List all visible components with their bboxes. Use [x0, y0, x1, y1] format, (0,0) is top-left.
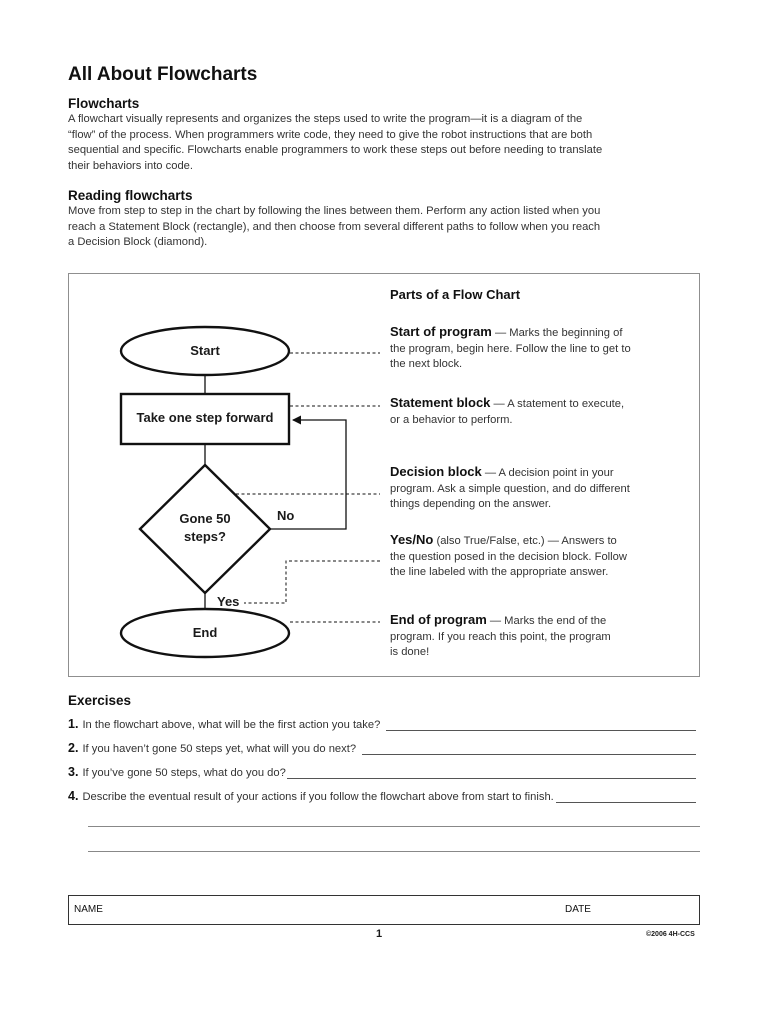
exercise-question: If you’ve gone 50 steps, what do you do? [82, 767, 286, 779]
name-label: NAME [74, 904, 103, 915]
answer-line[interactable] [88, 851, 700, 852]
part-line: the program, begin here. Follow the line to get to [390, 342, 631, 355]
no-label: No [277, 508, 295, 523]
answer-line[interactable] [386, 720, 696, 731]
answer-line[interactable] [287, 768, 696, 779]
part-line: or a behavior to perform. [390, 413, 513, 426]
answer-line[interactable] [556, 792, 696, 803]
exercise-item-4 [68, 789, 696, 803]
part-line: program. If you reach this point, the program [390, 630, 611, 643]
part-statement-block [390, 395, 670, 428]
part-yes-no [390, 532, 670, 581]
paragraph-line: Move from step to step in the chart by following the lines between them. Perform any action listed when you [68, 205, 601, 217]
exercise-question: If you haven’t gone 50 steps yet, what will you do next? [82, 743, 357, 755]
part-line: the question posed in the decision block. Follow [390, 550, 627, 563]
part-end-of-program [390, 612, 670, 661]
part-line: the next block. [390, 358, 463, 371]
answer-line[interactable] [88, 826, 700, 827]
exercise-number: 2. [68, 741, 79, 755]
date-label: DATE [565, 904, 591, 915]
part-term: Start of program [390, 324, 492, 339]
callout-yes-no [244, 561, 380, 603]
start-label: Start [190, 343, 220, 358]
figure-title: Parts of a Flow Chart [390, 287, 521, 302]
exercises-heading: Exercises [68, 693, 132, 708]
yes-label: Yes [217, 594, 240, 609]
part-text: — A statement to execute, [493, 398, 625, 410]
exercise-item-3 [68, 765, 696, 779]
part-term: Decision block [390, 464, 482, 479]
answer-line[interactable] [362, 744, 696, 755]
decision-label-line: Gone 50 [179, 511, 231, 526]
exercise-question: Describe the eventual result of your actions if you follow the flowchart above from start to finish. [82, 791, 554, 803]
section-heading-reading: Reading flowcharts [68, 188, 193, 203]
part-line: the line labeled with the appropriate answer. [390, 566, 609, 579]
paragraph-line: A flowchart visually represents and organizes the steps used to write the program—it is a diagram of the [68, 113, 583, 125]
exercise-number: 1. [68, 717, 79, 731]
section-heading-flowcharts: Flowcharts [68, 96, 140, 111]
copyright-notice: ©2006 4H-CCS [646, 931, 695, 938]
paragraph-line: sequential and specific. Flowcharts enable programmers to work these steps out before needing to translate [68, 144, 603, 157]
part-term: Yes/No [390, 532, 434, 547]
part-line: things depending on the answer. [390, 498, 552, 511]
decision-label [150, 510, 260, 546]
exercise-item-1 [68, 717, 696, 731]
part-text: (also True/False, etc.) — Answers to [436, 535, 617, 547]
part-text: — Marks the beginning of [494, 327, 623, 339]
name-date-box[interactable] [68, 895, 700, 925]
part-start-of-program [390, 324, 670, 373]
paragraph-line: their behaviors into code. [68, 160, 194, 173]
part-line: program. Ask a simple question, and do different [390, 482, 630, 495]
paragraph-line: a Decision Block (diamond). [68, 236, 208, 249]
exercise-number: 4. [68, 789, 79, 803]
part-text: — A decision point in your [484, 467, 614, 479]
paragraph-line: “flow” of the process. When programmers write code, they need to give the robot instructions that are both [68, 128, 593, 141]
paragraph-line: reach a Statement Block (rectangle), and then choose from several different paths to follow when you reach [68, 220, 601, 233]
exercise-item-2 [68, 741, 696, 755]
part-text: — Marks the end of the [489, 615, 607, 627]
page-number: 1 [376, 928, 383, 940]
decision-label-line: steps? [184, 529, 226, 544]
end-label: End [192, 625, 218, 640]
part-term: Statement block [390, 395, 491, 410]
statement-label: Take one step forward [136, 410, 274, 425]
part-term: End of program [390, 612, 487, 627]
exercise-number: 3. [68, 765, 79, 779]
exercise-question: In the flowchart above, what will be the first action you take? [82, 719, 381, 731]
part-decision-block [390, 464, 670, 513]
part-line: is done! [390, 646, 430, 659]
page-title: All About Flowcharts [68, 64, 258, 85]
